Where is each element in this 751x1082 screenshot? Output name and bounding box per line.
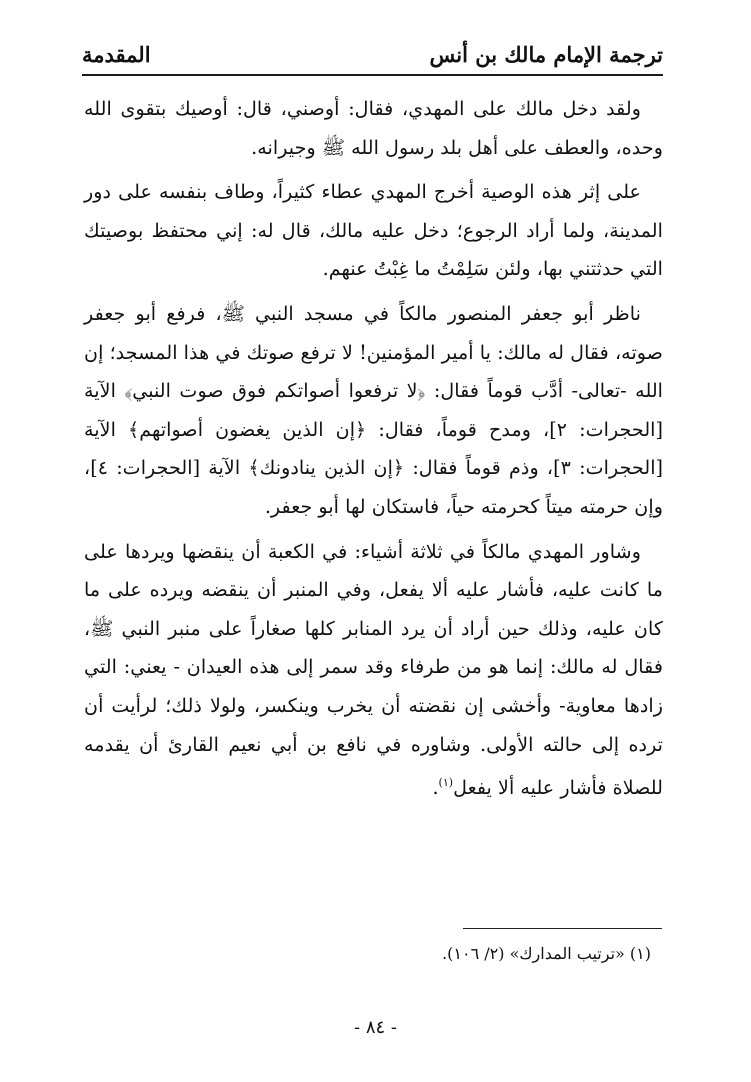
paragraph-3: ناظر أبو جعفر المنصور مالكاً في مسجد النبي ﷺ، فرفع أبو جعفر صوته، فقال له مالك: يا أمير المؤمنين! لا ترفع صوتك في هذا المسجد؛ إن الله -تعالى- أدَّب قوماً فقال: ﴿لا ترفعوا أصواتكم فوق صوت النبي﴾ الآية [الحجرات: ٢]، ومدح قوماً، فقال: ﴿إن الذين يغضون أصواتهم﴾ الآية [الحجرات: ٣]، وذم قوماً فقال: ﴿إن الذين ينادونك﴾ الآية [الحجرات: ٤]، وإن حرمته ميتاً كحرمته حياً، فاستكان لها أبو جعفر.	[84, 301, 664, 518]
running-title: ترجمة الإمام مالك بن أنس	[429, 42, 663, 67]
footnote: (١) «ترتيب المدارك» (٢/ ١٠٦).	[442, 944, 651, 963]
paragraph-4-text: وشاور المهدي مالكاً في ثلاثة أشياء: في الكعبة أن ينقضها ويردها على ما كانت عليه، فأشار عليه ألا يفعل، وفي المنبر أن ينقضه ويرده على ما كان عليه، وذلك حين أراد أن يرد المنابر كلها صغاراً على منبر النبي ﷺ، فقال له مالك: إنما هو من طرفاء وقد سمر إلى هذه العيدان - يعني: التي زادها معاوية- وأخشى إن نقضته أن يخرب وينكسر، ولولا ذلك؛ لرأيت أن ترده إلى حالته الأولى. وشاوره في نافع بن أبي نعيم القارئ أن يقدمه للصلاة فأشار عليه ألا يفعل	[84, 539, 663, 800]
section-title: المقدمة	[82, 42, 151, 67]
paragraph-4-end: .	[432, 776, 439, 800]
paragraph-2: على إثر هذه الوصية أخرج المهدي عطاء كثيراً، وطاف بنفسه على دور المدينة، ولما أراد الرجوع؛ دخل عليه مالك، قال له: إني محتفظ بوصيتك التي حدثتني بها، ولئن سَلِمْتُ ما غِبْتُ عنهم.	[84, 180, 663, 281]
paragraph-4	[84, 533, 663, 808]
page-number: - ٨٤ -	[354, 1017, 397, 1038]
body-text	[84, 90, 663, 814]
paragraph-1: ولقد دخل مالك على المهدي، فقال: أوصني، قال: أوصيك بتقوى الله وحده، والعطف على أهل بلد رسول الله ﷺ وجيرانه.	[84, 97, 663, 159]
footnote-marker: (١)	[438, 776, 454, 790]
footnote-divider	[463, 928, 662, 929]
page-header	[82, 34, 663, 76]
